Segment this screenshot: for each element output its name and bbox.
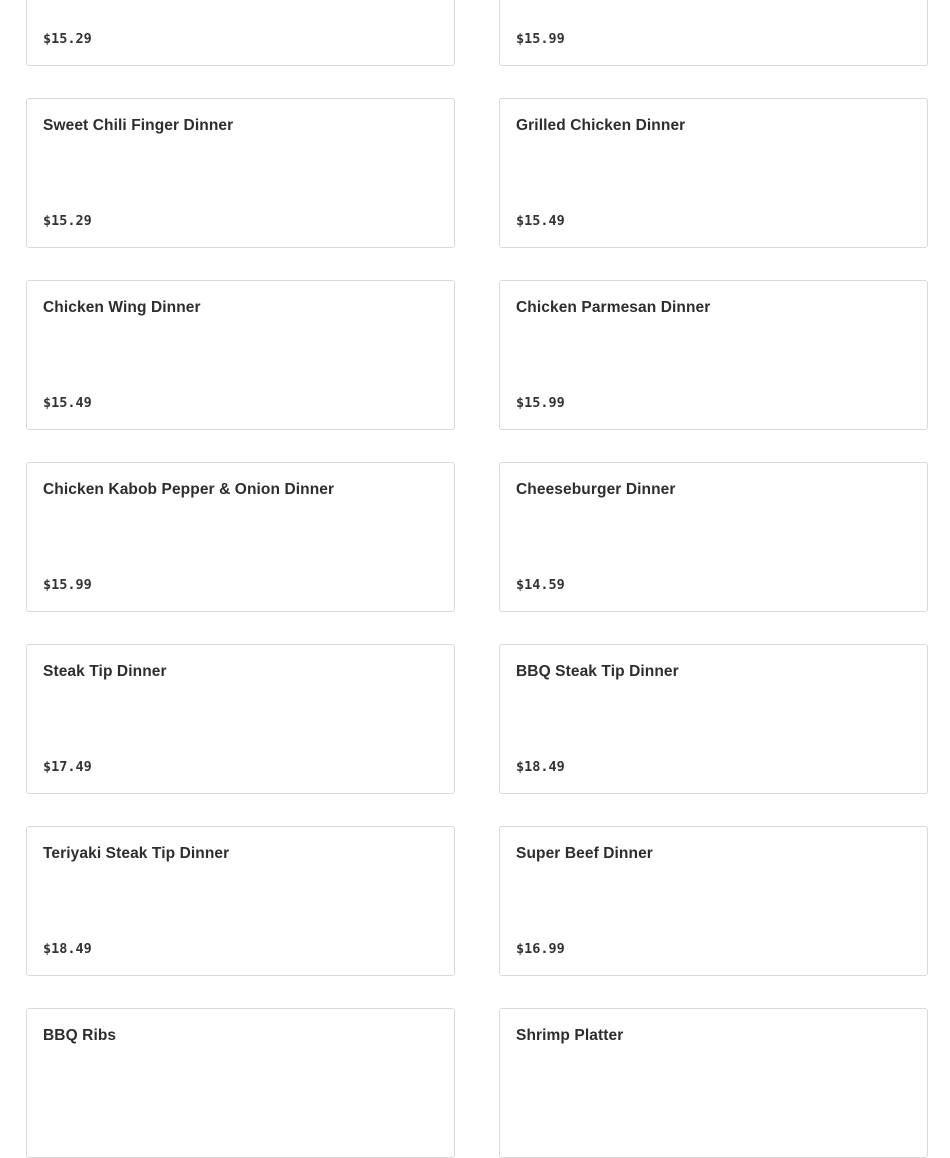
menu-item-price: $15.99 <box>516 395 565 411</box>
menu-item-card[interactable] <box>499 0 928 66</box>
menu-item-card[interactable] <box>26 462 455 612</box>
menu-item-card[interactable] <box>26 1008 455 1158</box>
menu-item-card[interactable] <box>26 280 455 430</box>
menu-item-name: Grilled Chicken Dinner <box>516 117 686 134</box>
menu-item-card[interactable] <box>499 280 928 430</box>
menu-item-name: Super Beef Dinner <box>516 845 653 862</box>
menu-item-name: Chicken Wing Dinner <box>43 299 201 316</box>
menu-item-price: $15.49 <box>516 213 565 229</box>
menu-item-name: Chicken Parmesan Dinner <box>516 299 711 316</box>
menu-item-card[interactable] <box>26 644 455 794</box>
menu-item-card[interactable] <box>499 644 928 794</box>
menu-item-name: Shrimp Platter <box>516 1027 624 1044</box>
menu-item-card[interactable] <box>26 98 455 248</box>
menu-item-card[interactable] <box>499 462 928 612</box>
menu-item-price: $15.29 <box>43 31 92 47</box>
menu-item-price: $16.99 <box>516 941 565 957</box>
menu-item-card[interactable] <box>499 826 928 976</box>
menu-item-name: Steak Tip Dinner <box>43 663 167 680</box>
menu-item-price: $17.49 <box>43 759 92 775</box>
menu-item-name: Teriyaki Steak Tip Dinner <box>43 845 230 862</box>
menu-item-price: $15.49 <box>43 395 92 411</box>
menu-item-card[interactable] <box>26 826 455 976</box>
menu-item-card[interactable] <box>499 1008 928 1158</box>
menu-item-name: Chicken Kabob Pepper & Onion Dinner <box>43 481 335 498</box>
menu-item-price: $15.29 <box>43 213 92 229</box>
menu-item-price: $18.49 <box>43 941 92 957</box>
menu-item-name: Sweet Chili Finger Dinner <box>43 117 234 134</box>
menu-item-name: BBQ Ribs <box>43 1027 117 1044</box>
menu-item-card[interactable] <box>499 98 928 248</box>
menu-item-price: $15.99 <box>516 31 565 47</box>
menu-item-price: $14.59 <box>516 577 565 593</box>
menu-item-name: Cheeseburger Dinner <box>516 481 676 498</box>
menu-item-price: $18.49 <box>516 759 565 775</box>
menu-item-price: $15.99 <box>43 577 92 593</box>
menu-item-card[interactable] <box>26 0 455 66</box>
menu-item-grid <box>26 0 928 1158</box>
menu-item-name: BBQ Steak Tip Dinner <box>516 663 679 680</box>
